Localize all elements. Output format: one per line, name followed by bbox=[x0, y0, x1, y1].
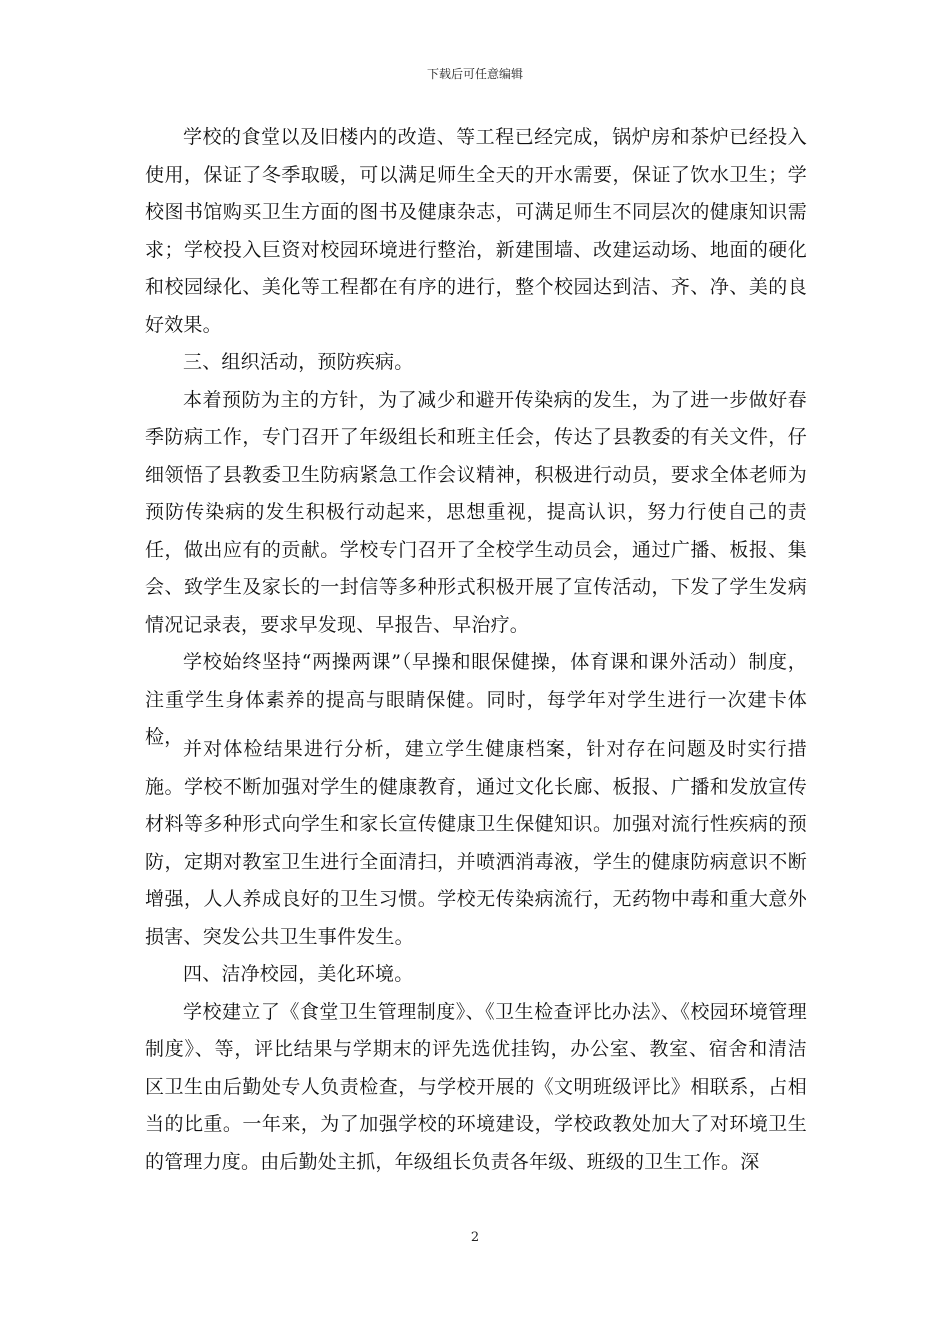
paragraph-prevention: 本着预防为主的方针，为了减少和避开传染病的发生，为了进一步做好春季防病工作，专门召开了年级组长和班主任会，传达了县教委的有关文件，仔细领悟了县教委卫生防病紧急工作会议精神，积极进行动员，要求全体老师为预防传染病的发生积极行动起来，思想重视，提高认识，努力行使自己的责任，做出应有的贡献。学校专门召开了全校学生动员会，通过广播、板报、集会、致学生及家长的一封信等多种形式积极开展了宣传活动，下发了学生发病情况记录表，要求早发现、早报告、早治疗。 bbox=[145, 388, 807, 636]
paragraph-health-education: 并对体检结果进行分析，建立学生健康档案，针对存在问题及时实行措施。学校不断加强对学生的健康教育，通过文化长廊、板报、广播和发放宣传材料等多种形式向学生和家长宣传健康卫生保健知识。加强对流行性疾病的预防，定期对教室卫生进行全面清扫，并喷洒消毒液，学生的健康防病意识不断增强，人人养成良好的卫生习惯。学校无传染病流行，无药物中毒和重大意外损害、突发公共卫生事件发生。 bbox=[145, 738, 807, 948]
section-heading-three: 三、组织活动，预防疾病。 bbox=[183, 351, 414, 373]
paragraph-campus-rules: 学校建立了《食堂卫生管理制度》、《卫生检查评比办法》、《校园环境管理制度》、等，评比结果与学期末的评先选优挂钩，办公室、教室、宿舍和清洁区卫生由后勤处专人负责检查，与学校开展的《文明班级评比》相联系，占相当的比重。一年来，为了加强学校的环境建设，学校政教处加大了对环境卫生的管理力度。由后勤处主抓，年级组长负责各年级、班级的卫生工作。深 bbox=[145, 1000, 807, 1173]
page-number: 2 bbox=[470, 1230, 480, 1245]
page-header: 下载后可任意编辑 bbox=[426, 67, 523, 81]
text-block-upper bbox=[145, 119, 807, 757]
text-block-lower bbox=[145, 731, 807, 1181]
paragraph-exercise: 学校始终坚持“两操两课”（早操和眼保健操，体育课和课外活动）制度，注重学生身体素养的提高与眼睛保健。同时，每学年对学生进行一次建卡体检， bbox=[145, 651, 807, 748]
section-heading-four: 四、洁净校园，美化环境。 bbox=[183, 963, 414, 985]
paragraph-facilities: 学校的食堂以及旧楼内的改造、等工程已经完成，锅炉房和茶炉已经投入使用，保证了冬季取暖，可以满足师生全天的开水需要，保证了饮水卫生；学校图书馆购买卫生方面的图书及健康杂志，可满足师生不同层次的健康知识需求；学校投入巨资对校园环境进行整治，新建围墙、改建运动场、地面的硬化和校园绿化、美化等工程都在有序的进行，整个校园达到洁、齐、净、美的良好效果。 bbox=[145, 126, 807, 336]
